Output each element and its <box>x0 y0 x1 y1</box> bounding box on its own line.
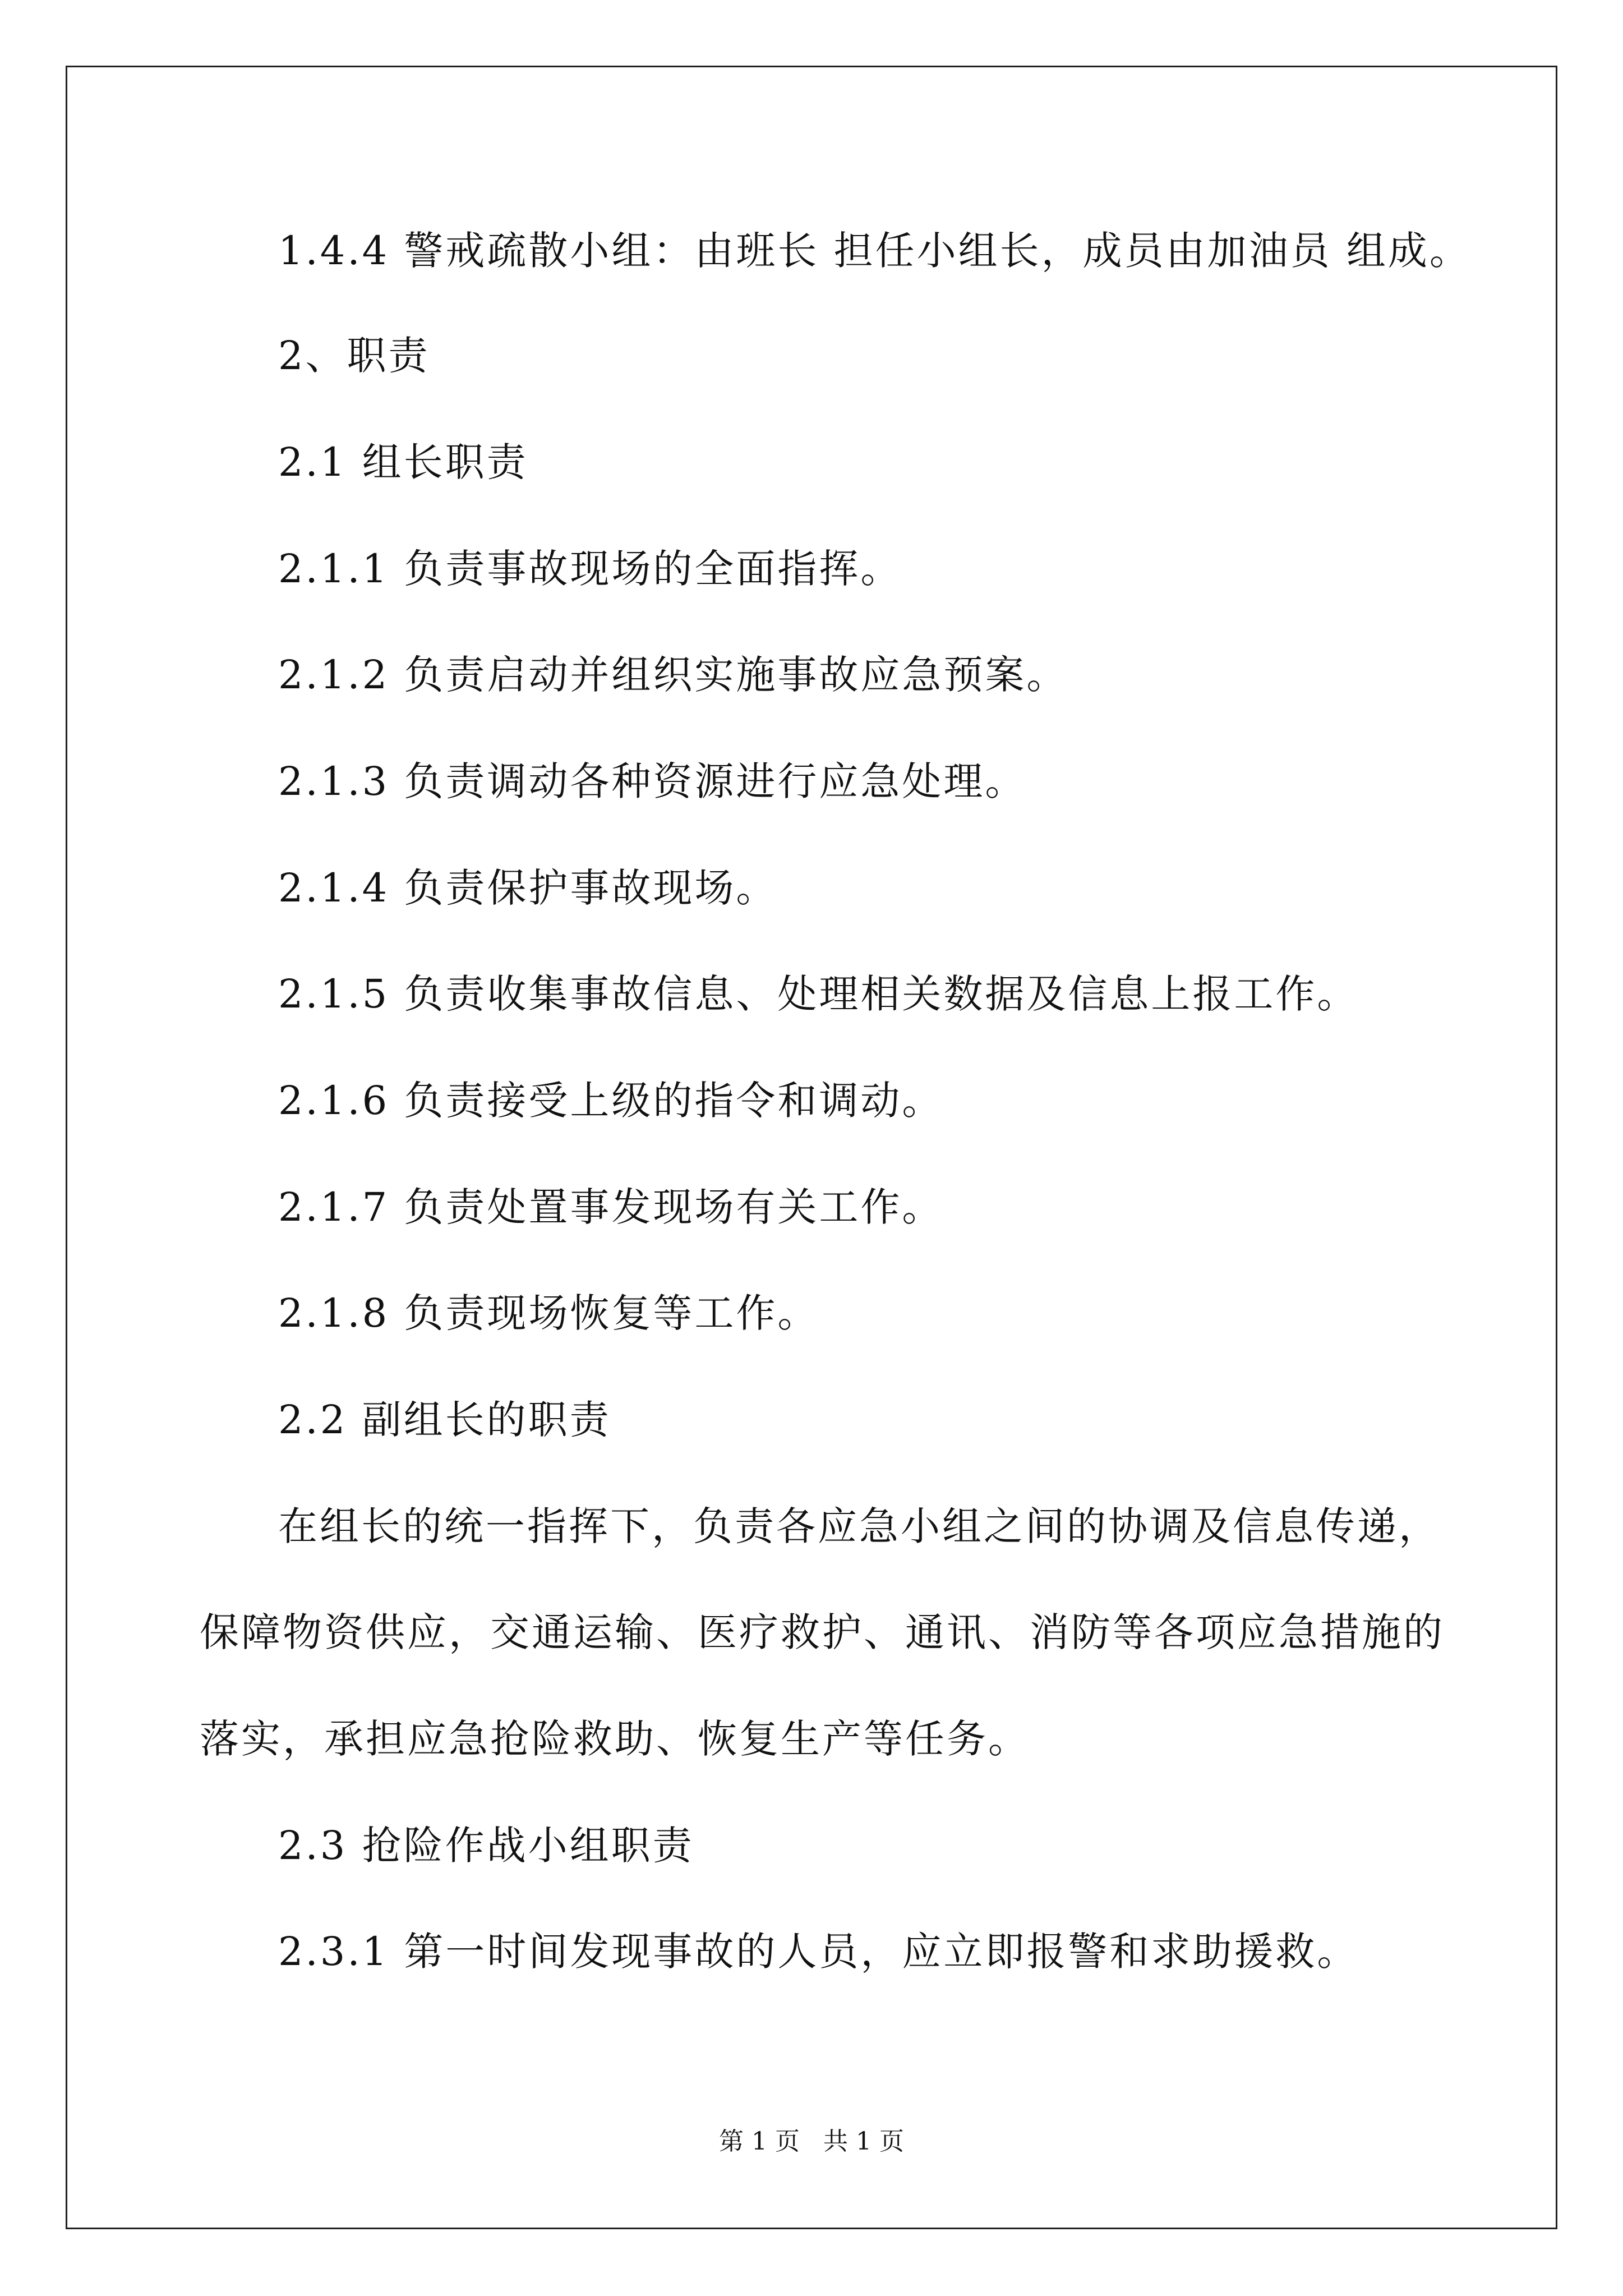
item-2-3-1: 2.3.1 第一时间发现事故的人员，应立即报警和求助援救。 <box>278 1929 1359 1975</box>
heading-rescue-team-duties: 2.3 抢险作战小组职责 <box>278 1823 694 1869</box>
paragraph-deputy-line-2: 保障物资供应，交通运输、医疗救护、通讯、消防等各项应急措施的 <box>200 1609 1445 1655</box>
paragraph-deputy-line-3: 落实，承担应急抢险救助、恢复生产等任务。 <box>200 1716 1030 1762</box>
section-1-4-4: 1.4.4 警戒疏散小组：由班长 担任小组长，成员由加油员 组成。 <box>278 228 1471 274</box>
item-2-1-4: 2.1.4 负责保护事故现场。 <box>278 865 778 911</box>
item-2-1-1: 2.1.1 负责事故现场的全面指挥。 <box>278 546 902 592</box>
item-2-1-5: 2.1.5 负责收集事故信息、处理相关数据及信息上报工作。 <box>278 971 1359 1017</box>
heading-deputy-duties: 2.2 副组长的职责 <box>278 1397 611 1443</box>
item-2-1-7: 2.1.7 负责处置事发现场有关工作。 <box>278 1184 944 1230</box>
heading-leader-duties: 2.1 组长职责 <box>278 439 528 485</box>
item-2-1-2: 2.1.2 负责启动并组织实施事故应急预案。 <box>278 652 1068 698</box>
page-footer: 第 1 页 共 1 页 <box>719 2127 904 2156</box>
item-2-1-8: 2.1.8 负责现场恢复等工作。 <box>278 1290 819 1336</box>
page-border <box>66 66 1557 2229</box>
item-2-1-3: 2.1.3 负责调动各种资源进行应急处理。 <box>278 758 1027 804</box>
heading-responsibilities: 2、职责 <box>278 333 430 379</box>
item-2-1-6: 2.1.6 负责接受上级的指令和调动。 <box>278 1078 944 1124</box>
paragraph-deputy-line-1: 在组长的统一指挥下，负责各应急小组之间的协调及信息传递， <box>278 1503 1440 1549</box>
